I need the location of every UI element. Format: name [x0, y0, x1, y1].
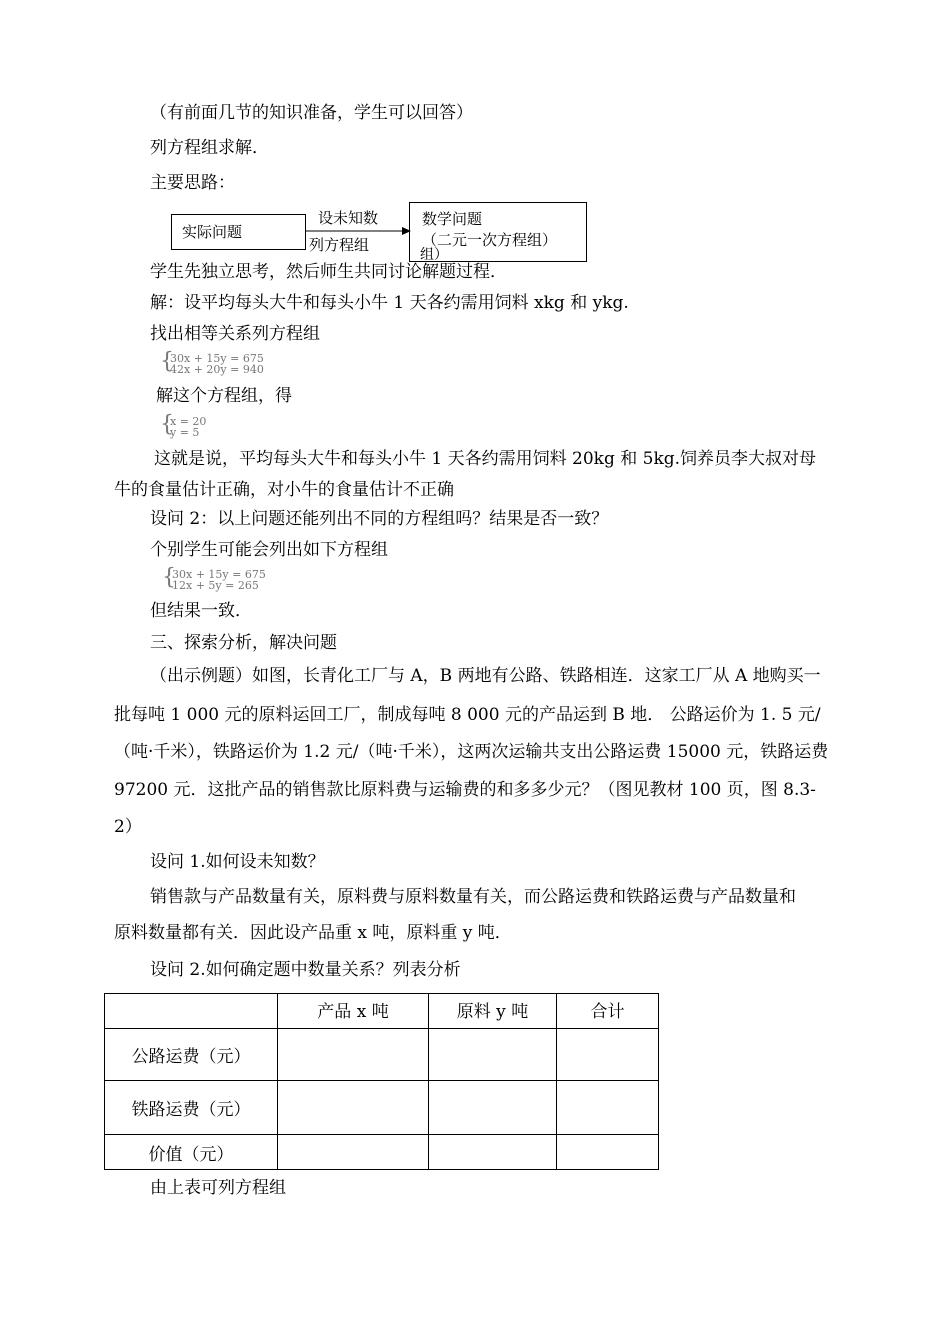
- text-line: 97200 元．这批产品的销售款比原料费与运输费的和多多少元？（图见教材 100 页，图 8.3-: [114, 780, 816, 800]
- table-cell: [429, 1135, 557, 1170]
- table-header-cell: 合计: [557, 994, 659, 1029]
- brace-icon: {: [160, 349, 174, 374]
- text-line: 解这个方程组，得: [156, 386, 292, 406]
- text-line: 销售款与产品数量有关，原料费与原料数量有关，而公路运费和铁路运费与产品数量和: [150, 887, 796, 907]
- text-line: 批每吨 1 000 元的原料运回工厂，制成每吨 8 000 元的产品运到 B 地． 公路运价为 1. 5 元/: [114, 705, 821, 725]
- text-line: （有前面几节的知识准备，学生可以回答）: [150, 103, 473, 123]
- equation: 30x + 15y = 675: [172, 568, 266, 581]
- table-cell: [429, 1081, 557, 1135]
- table-cell: [429, 1029, 557, 1081]
- text-line: 由上表可列方程组: [150, 1178, 286, 1198]
- text-line: 解：设平均每头大牛和每头小牛 1 天各约需用饲料 xkg 和 ykg.: [150, 293, 629, 313]
- diagram-box-label: 实际问题: [182, 223, 243, 241]
- table-row-label: 铁路运费（元）: [105, 1081, 278, 1135]
- text-line: （吨·千米），铁路运价为 1.2 元/（吨·千米），这两次运输共支出公路运费 15000 元，铁路运费: [114, 742, 829, 762]
- table-row: [105, 1029, 659, 1081]
- arrow-label-bottom: 列方程组: [309, 236, 370, 254]
- table-cell: [278, 1081, 429, 1135]
- text-line: 设问 1.如何设未知数？: [150, 852, 325, 872]
- equation: 12x + 5y = 265: [172, 579, 259, 592]
- equation: 30x + 15y = 675: [170, 352, 264, 365]
- table-header-cell: 产品 x 吨: [278, 994, 429, 1029]
- arrow-icon: [306, 224, 412, 238]
- text-line: 2）: [114, 817, 142, 837]
- diagram-overflow-text: 组）: [420, 247, 448, 263]
- text-line: 设问 2.如何确定题中数量关系？列表分析: [150, 960, 461, 980]
- text-line: 主要思路：: [150, 173, 235, 193]
- text-line: 学生先独立思考，然后师生共同讨论解题过程．: [150, 262, 507, 282]
- text-line: （出示例题）如图，长青化工厂与 A，B 两地有公路、铁路相连．这家工厂从 A 地购买一: [150, 666, 821, 686]
- text-line: 设问 2：以上问题还能列出不同的方程组吗？结果是否一致？: [150, 509, 609, 529]
- brace-icon: {: [162, 565, 176, 590]
- table-row-label: 价值（元）: [105, 1135, 278, 1170]
- table-cell: [278, 1029, 429, 1081]
- table-header-cell: [105, 994, 278, 1029]
- table-cell: [557, 1081, 659, 1135]
- equation: y = 5: [170, 426, 200, 439]
- table-row-label: 公路运费（元）: [105, 1029, 278, 1081]
- equation: 42x + 20y = 940: [170, 363, 264, 376]
- table-row: [105, 1081, 659, 1135]
- text-line: 原料数量都有关．因此设产品重 x 吨，原料重 y 吨．: [114, 923, 512, 943]
- section-heading: 三、探索分析，解决问题: [150, 633, 337, 653]
- text-line: 这就是说，平均每头大牛和每头小牛 1 天各约需用饲料 20kg 和 5kg.饲养员李大叔对母: [154, 449, 817, 469]
- diagram-box-real-problem: [171, 214, 306, 250]
- text-line: 找出相等关系列方程组: [150, 324, 320, 344]
- diagram-box-label: （二元一次方程组）: [422, 231, 558, 249]
- table-header-row: [105, 994, 659, 1029]
- text-line: 牛的食量估计正确，对小牛的食量估计不正确: [114, 480, 454, 500]
- diagram-box-label: 数学问题: [422, 210, 483, 228]
- text-line: 个别学生可能会列出如下方程组: [150, 540, 388, 560]
- table-cell: [278, 1135, 429, 1170]
- text-line: 列方程组求解．: [150, 138, 269, 158]
- text-line: 但结果一致．: [150, 601, 252, 621]
- table-cell: [557, 1029, 659, 1081]
- analysis-table: [104, 993, 659, 1170]
- table-row: [105, 1135, 659, 1170]
- table-header-cell: 原料 y 吨: [429, 994, 557, 1029]
- table-cell: [557, 1135, 659, 1170]
- arrow-label-top: 设未知数: [318, 209, 379, 227]
- equation: x = 20: [170, 415, 207, 428]
- brace-icon: {: [160, 412, 174, 437]
